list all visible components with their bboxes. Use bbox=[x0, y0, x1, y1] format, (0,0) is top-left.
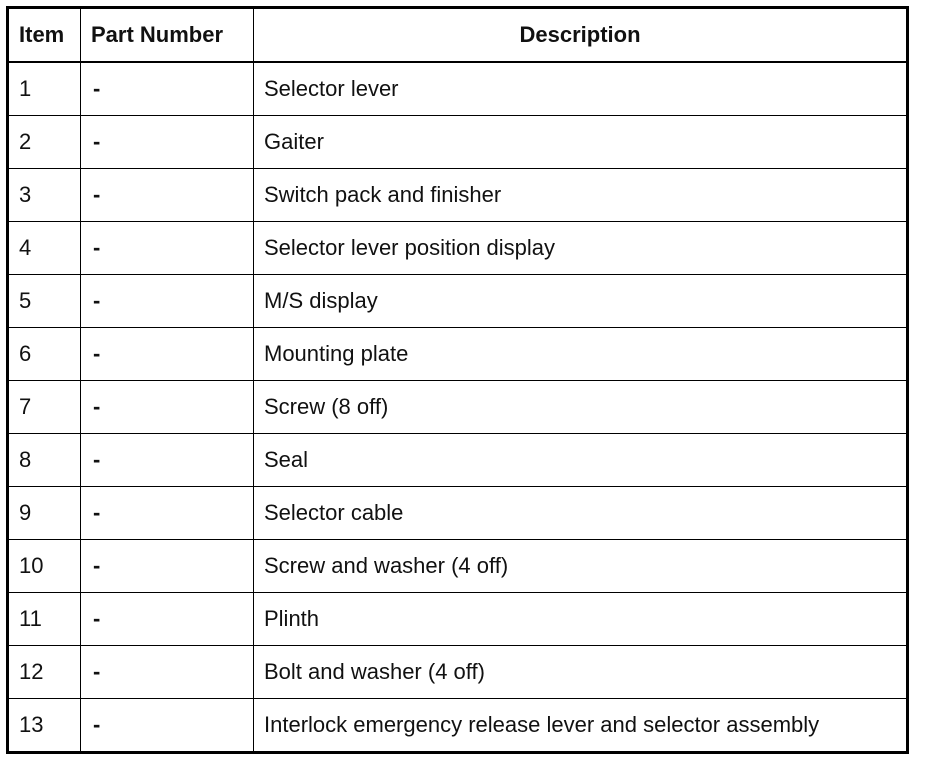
description-cell: M/S display bbox=[254, 275, 908, 328]
description-cell: Bolt and washer (4 off) bbox=[254, 646, 908, 699]
table-header-row bbox=[8, 8, 908, 63]
table-row bbox=[8, 381, 908, 434]
description-cell: Mounting plate bbox=[254, 328, 908, 381]
table-row bbox=[8, 699, 908, 753]
description-cell: Selector lever bbox=[254, 62, 908, 116]
table-row bbox=[8, 646, 908, 699]
part-number-cell: - bbox=[81, 646, 254, 699]
item-cell: 12 bbox=[8, 646, 81, 699]
column-header-item: Item bbox=[8, 8, 81, 63]
description-cell: Switch pack and finisher bbox=[254, 169, 908, 222]
item-cell: 2 bbox=[8, 116, 81, 169]
item-cell: 7 bbox=[8, 381, 81, 434]
table-row bbox=[8, 540, 908, 593]
part-number-cell: - bbox=[81, 169, 254, 222]
part-number-cell: - bbox=[81, 540, 254, 593]
part-number-cell: - bbox=[81, 487, 254, 540]
item-cell: 13 bbox=[8, 699, 81, 753]
item-cell: 9 bbox=[8, 487, 81, 540]
table-row bbox=[8, 116, 908, 169]
column-header-description: Description bbox=[254, 8, 908, 63]
table-row bbox=[8, 487, 908, 540]
description-cell: Screw and washer (4 off) bbox=[254, 540, 908, 593]
item-cell: 11 bbox=[8, 593, 81, 646]
part-number-cell: - bbox=[81, 381, 254, 434]
table-row bbox=[8, 328, 908, 381]
item-cell: 5 bbox=[8, 275, 81, 328]
part-number-cell: - bbox=[81, 62, 254, 116]
description-cell: Selector cable bbox=[254, 487, 908, 540]
description-cell: Interlock emergency release lever and selector assembly bbox=[254, 699, 908, 753]
part-number-cell: - bbox=[81, 699, 254, 753]
description-cell: Screw (8 off) bbox=[254, 381, 908, 434]
part-number-cell: - bbox=[81, 328, 254, 381]
part-number-cell: - bbox=[81, 434, 254, 487]
table-row bbox=[8, 434, 908, 487]
item-cell: 6 bbox=[8, 328, 81, 381]
column-header-part-number: Part Number bbox=[81, 8, 254, 63]
description-cell: Selector lever position display bbox=[254, 222, 908, 275]
description-cell: Gaiter bbox=[254, 116, 908, 169]
table-row bbox=[8, 222, 908, 275]
part-number-cell: - bbox=[81, 116, 254, 169]
part-number-cell: - bbox=[81, 222, 254, 275]
part-number-cell: - bbox=[81, 593, 254, 646]
table-row bbox=[8, 593, 908, 646]
item-cell: 8 bbox=[8, 434, 81, 487]
item-cell: 4 bbox=[8, 222, 81, 275]
item-cell: 1 bbox=[8, 62, 81, 116]
part-number-cell: - bbox=[81, 275, 254, 328]
item-cell: 3 bbox=[8, 169, 81, 222]
parts-table bbox=[6, 6, 909, 754]
description-cell: Seal bbox=[254, 434, 908, 487]
table-row bbox=[8, 169, 908, 222]
item-cell: 10 bbox=[8, 540, 81, 593]
description-cell: Plinth bbox=[254, 593, 908, 646]
table-row bbox=[8, 62, 908, 116]
table-row bbox=[8, 275, 908, 328]
table-body bbox=[8, 62, 908, 753]
